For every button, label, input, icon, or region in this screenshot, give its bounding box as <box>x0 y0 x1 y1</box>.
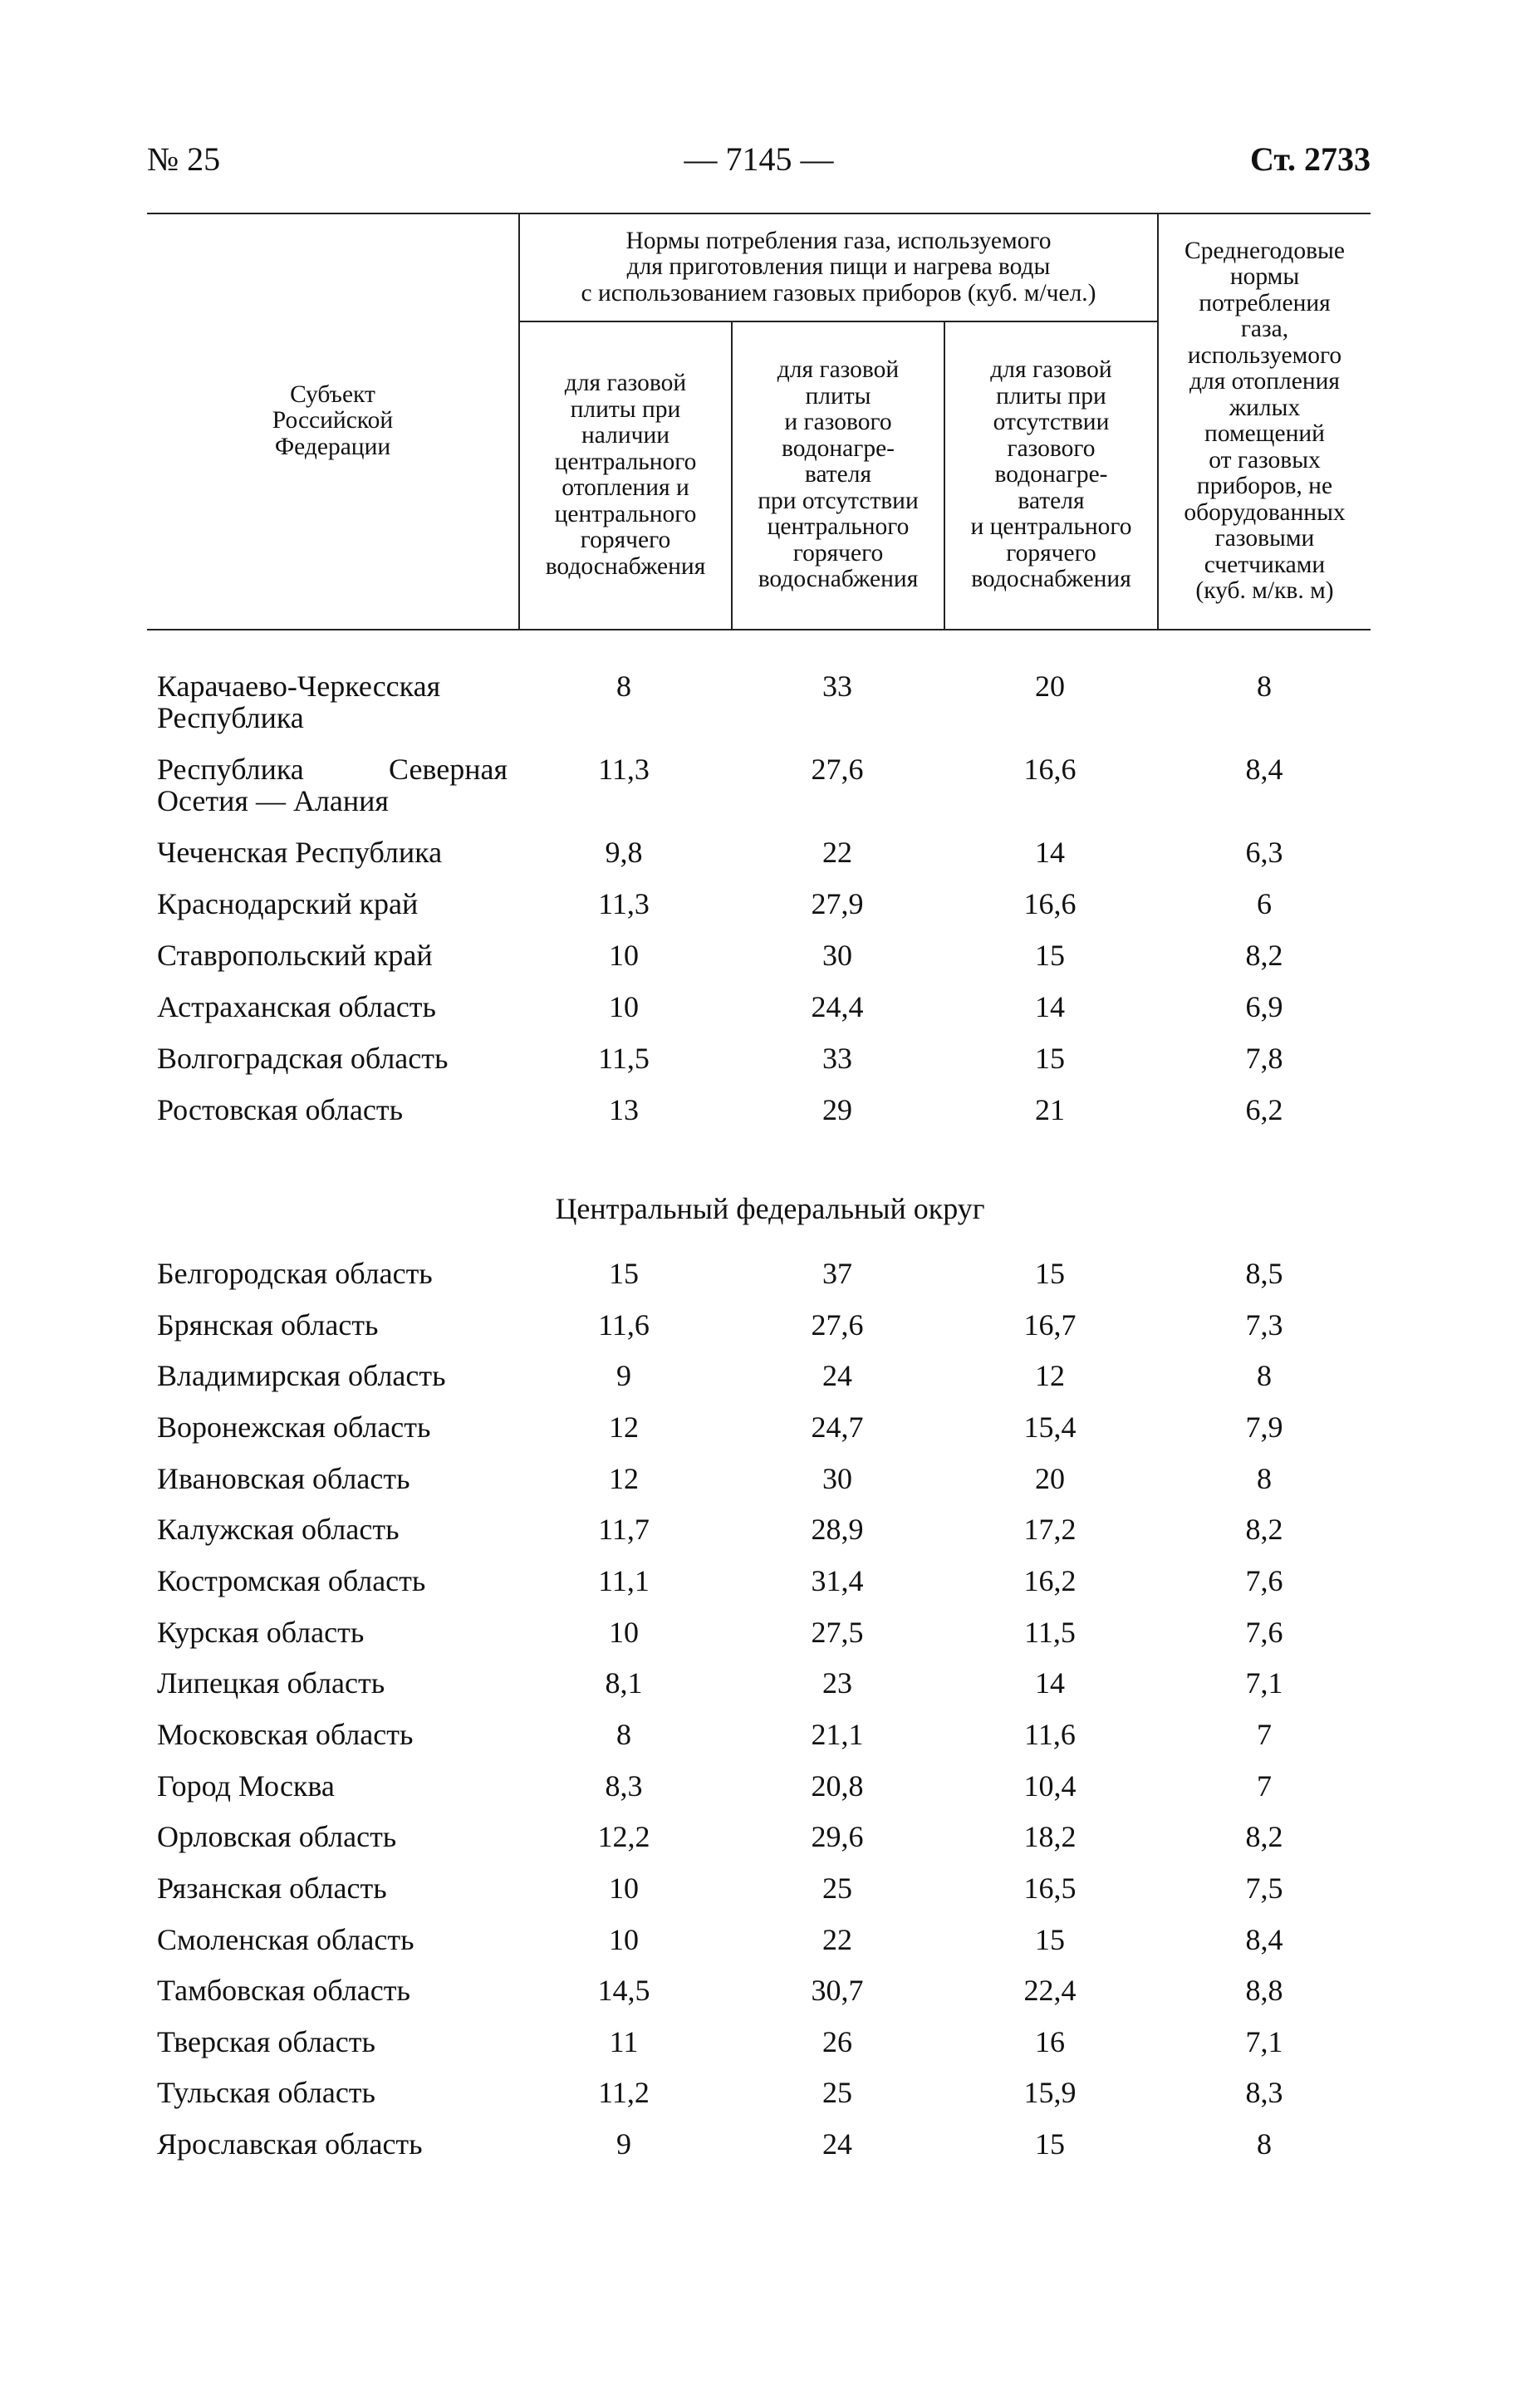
page-number: — 7145 — <box>684 140 834 178</box>
subject-name: Калужская область <box>157 1513 400 1546</box>
subject-name: Липецкая область <box>157 1666 385 1700</box>
value-col1: 10 <box>609 1616 639 1649</box>
value-col4: 6,3 <box>1245 836 1283 869</box>
value-col4: 7,6 <box>1245 1616 1283 1649</box>
subject-name: Краснодарский край <box>157 887 419 920</box>
value-col4: 8,4 <box>1245 1923 1283 1956</box>
issue-number: № 25 <box>147 140 221 178</box>
value-col4: 8 <box>1257 1359 1272 1392</box>
subject-name: Астраханская область <box>157 990 436 1023</box>
subject-name: Воронежская область <box>157 1410 431 1444</box>
value-col4: 8,8 <box>1245 1974 1283 2007</box>
value-col4: 6 <box>1257 887 1272 920</box>
value-col2: 33 <box>822 670 852 703</box>
value-col2: 28,9 <box>811 1513 864 1546</box>
value-col2: 24 <box>822 1359 852 1392</box>
value-col2: 30 <box>822 1462 852 1495</box>
value-col3: 14 <box>1035 1666 1065 1700</box>
value-col2: 33 <box>822 1042 852 1075</box>
value-col3: 14 <box>1035 836 1065 869</box>
subject-name: Карачаево-Черкесская Республика <box>157 670 441 734</box>
subject-name: Волгоградская область <box>157 1042 449 1075</box>
value-col2: 25 <box>822 2076 852 2109</box>
value-col4: 8,2 <box>1245 939 1283 972</box>
value-col1: 12,2 <box>597 1820 650 1853</box>
value-col1: 11,7 <box>598 1513 650 1546</box>
value-col1: 10 <box>609 990 639 1023</box>
value-col4: 8,2 <box>1245 1513 1283 1546</box>
value-col2: 26 <box>822 2025 852 2058</box>
value-col4: 8 <box>1257 1462 1272 1495</box>
value-col2: 22 <box>822 1923 852 1956</box>
value-col3: 15,9 <box>1023 2076 1077 2109</box>
value-col4: 6,2 <box>1245 1093 1283 1126</box>
header-col-central-heating: для газовой плиты при наличии центрального отопления и центрального горячего водоснабжения <box>545 370 706 580</box>
value-col4: 7,8 <box>1245 1042 1283 1075</box>
value-col3: 16,6 <box>1023 887 1077 920</box>
subject-name: Республика Северная Осетия — Алания <box>157 753 508 817</box>
value-col1: 11,5 <box>598 1042 650 1075</box>
value-col2: 21,1 <box>811 1718 864 1751</box>
value-col3: 15 <box>1035 1257 1065 1290</box>
value-col3: 16,7 <box>1023 1308 1077 1342</box>
value-col1: 8,3 <box>605 1769 643 1803</box>
value-col1: 15 <box>609 1257 639 1290</box>
subject-name: Смоленская область <box>157 1923 414 1956</box>
value-col1: 10 <box>609 939 639 972</box>
value-col4: 8 <box>1257 670 1272 703</box>
value-col4: 6,9 <box>1245 990 1283 1023</box>
value-col4: 7,9 <box>1245 1410 1283 1444</box>
value-col1: 8 <box>616 1718 631 1751</box>
value-col2: 24,4 <box>811 990 864 1023</box>
page-header <box>147 140 1371 189</box>
value-col2: 22 <box>822 836 852 869</box>
value-col1: 11,1 <box>598 1564 650 1597</box>
subject-name: Рязанская область <box>157 1872 387 1905</box>
value-col3: 16 <box>1035 2025 1065 2058</box>
subject-name: Орловская область <box>157 1820 397 1853</box>
value-col3: 12 <box>1035 1359 1065 1392</box>
value-col3: 15 <box>1035 939 1065 972</box>
subject-name: Владимирская область <box>157 1359 446 1392</box>
value-col3: 15,4 <box>1023 1410 1077 1444</box>
subject-name: Белгородская область <box>157 1257 433 1290</box>
value-col3: 20 <box>1035 1462 1065 1495</box>
value-col1: 14,5 <box>597 1974 650 2007</box>
value-col2: 37 <box>822 1257 852 1290</box>
header-subject: Субъект Российской Федерации <box>272 380 394 460</box>
value-col3: 15 <box>1035 2127 1065 2161</box>
value-col2: 29 <box>822 1093 852 1126</box>
subject-name: Брянская область <box>157 1308 379 1342</box>
value-col2: 27,6 <box>811 1308 864 1342</box>
value-col2: 31,4 <box>811 1564 864 1597</box>
value-col4: 8,4 <box>1245 753 1283 786</box>
subject-name: Ставропольский край <box>157 939 433 972</box>
subject-name: Тамбовская область <box>157 1974 410 2007</box>
value-col4: 7,5 <box>1245 1872 1283 1905</box>
value-col1: 8 <box>616 670 631 703</box>
value-col2: 30 <box>822 939 852 972</box>
value-col3: 14 <box>1035 990 1065 1023</box>
value-col1: 11 <box>609 2025 639 2058</box>
subject-name: Московская область <box>157 1718 414 1751</box>
value-col4: 8 <box>1257 2127 1272 2161</box>
value-col3: 10,4 <box>1023 1769 1077 1803</box>
value-col1: 11,3 <box>598 753 650 786</box>
value-col4: 7,6 <box>1245 1564 1283 1597</box>
value-col1: 12 <box>609 1410 639 1444</box>
value-col1: 11,6 <box>598 1308 650 1342</box>
value-col4: 8,2 <box>1245 1820 1283 1853</box>
value-col4: 7 <box>1257 1769 1272 1803</box>
value-col1: 9,8 <box>605 836 643 869</box>
value-col3: 16,6 <box>1023 753 1077 786</box>
value-col4: 8,5 <box>1245 1257 1283 1290</box>
value-col3: 11,6 <box>1024 1718 1076 1751</box>
value-col2: 27,5 <box>811 1616 864 1649</box>
value-col1: 11,3 <box>598 887 650 920</box>
value-col1: 12 <box>609 1462 639 1495</box>
value-col3: 20 <box>1035 670 1065 703</box>
subject-name: Курская область <box>157 1616 365 1649</box>
subject-name: Костромская область <box>157 1564 426 1597</box>
section-title: Центральный федеральный округ <box>555 1192 985 1225</box>
value-col3: 15 <box>1035 1923 1065 1956</box>
subject-name: Ярославская область <box>157 2127 423 2161</box>
value-col2: 25 <box>822 1872 852 1905</box>
value-col2: 27,9 <box>811 887 864 920</box>
table-header-bottom-rule <box>147 629 1371 630</box>
subject-name: Город Москва <box>157 1769 335 1803</box>
value-col3: 17,2 <box>1023 1513 1077 1546</box>
subject-name: Тверская область <box>157 2025 375 2058</box>
value-col1: 9 <box>616 2127 631 2161</box>
value-col3: 22,4 <box>1023 1974 1077 2007</box>
subject-name: Ивановская область <box>157 1462 410 1495</box>
value-col3: 21 <box>1035 1093 1065 1126</box>
value-col3: 16,5 <box>1023 1872 1077 1905</box>
value-col2: 24 <box>822 2127 852 2161</box>
article-number: Ст. 2733 <box>1250 140 1371 178</box>
value-col2: 20,8 <box>811 1769 864 1803</box>
value-col1: 10 <box>609 1872 639 1905</box>
header-consumption-group: Нормы потребления газа, используемого для приготовления пищи и нагрева воды с использованием газовых приборов (куб. м/чел.) <box>581 227 1096 307</box>
value-col2: 29,6 <box>811 1820 864 1853</box>
header-col-heating-norms: Среднегодовые нормы потребления газа, используемого для отопления жилых помещений от газовых приборов, не оборудованных газовыми счетчиками (куб. м/кв. м) <box>1184 237 1346 604</box>
header-col-no-water-heater: для газовой плиты при отсутствии газового водонагре- вателя и центрального горячего водоснабжения <box>970 356 1132 593</box>
value-col4: 7,1 <box>1245 2025 1283 2058</box>
value-col1: 10 <box>609 1923 639 1956</box>
value-col3: 16,2 <box>1023 1564 1077 1597</box>
value-col1: 13 <box>609 1093 639 1126</box>
value-col3: 18,2 <box>1023 1820 1077 1853</box>
header-col-water-heater: для газовой плиты и газового водонагре- вателя при отсутствии центрального горячего водоснабжения <box>758 356 919 593</box>
value-col2: 27,6 <box>811 753 864 786</box>
value-col4: 8,3 <box>1245 2076 1283 2109</box>
value-col2: 23 <box>822 1666 852 1700</box>
value-col3: 11,5 <box>1024 1616 1076 1649</box>
value-col4: 7 <box>1257 1718 1272 1751</box>
value-col1: 11,2 <box>598 2076 650 2109</box>
subject-name: Ростовская область <box>157 1093 403 1126</box>
value-col2: 30,7 <box>811 1974 864 2007</box>
subject-name: Чеченская Республика <box>157 836 443 869</box>
subject-name: Тульская область <box>157 2076 375 2109</box>
value-col2: 24,7 <box>811 1410 864 1444</box>
value-col4: 7,3 <box>1245 1308 1283 1342</box>
value-col1: 9 <box>616 1359 631 1392</box>
value-col1: 8,1 <box>605 1666 643 1700</box>
value-col4: 7,1 <box>1245 1666 1283 1700</box>
value-col3: 15 <box>1035 1042 1065 1075</box>
